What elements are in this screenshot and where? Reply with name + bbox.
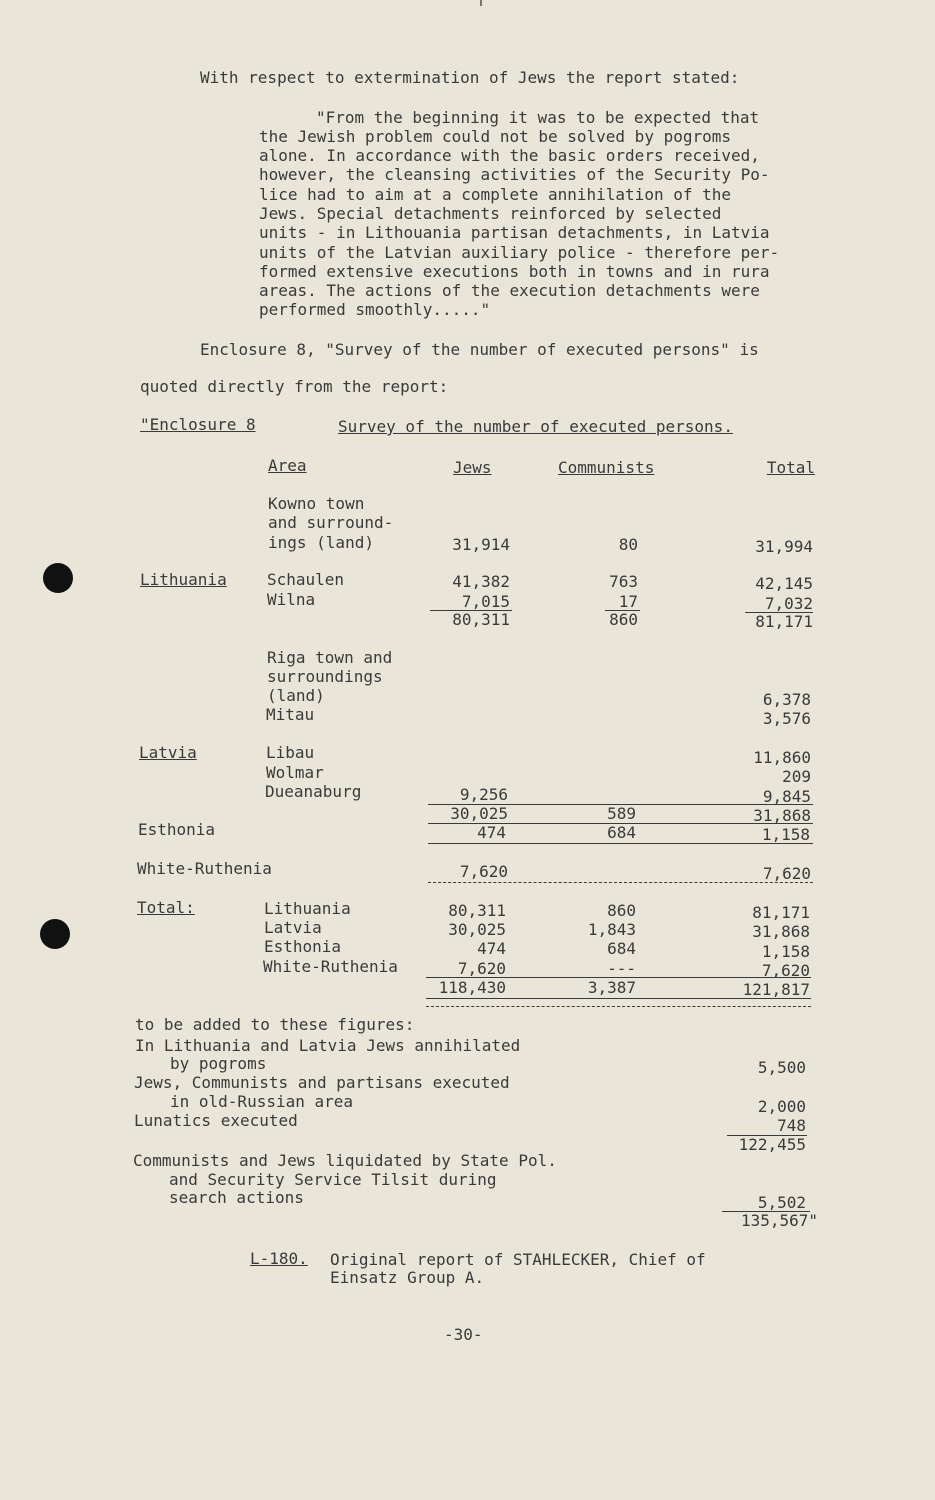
additions-value: 5,500 — [757, 1058, 806, 1077]
cell-total: 7,620 — [762, 864, 811, 883]
cell-communists: 763 — [609, 572, 638, 591]
additions-line: search actions — [169, 1188, 304, 1207]
area-name: Riga town and — [267, 648, 393, 667]
cell-total: 31,868 — [752, 922, 810, 941]
totals-row-name: Lithuania — [264, 899, 351, 918]
additions-line: by pogroms — [170, 1054, 267, 1073]
additions-value: 748 — [777, 1116, 806, 1135]
page-number: -30- — [444, 1325, 483, 1344]
additions-value: 2,000 — [757, 1097, 806, 1116]
cell-total: 7,620 — [761, 961, 810, 980]
additions-line: and Security Service Tilsit during — [169, 1170, 497, 1189]
additions-line: Communists and Jews liquidated by State Pol. — [133, 1151, 557, 1170]
enclosure-intro-line: quoted directly from the report: — [140, 377, 449, 396]
quote-line: Jews. Special detachments reinforced by selected — [259, 204, 722, 223]
cell-communists-subtotal: 589 — [607, 804, 636, 823]
cell-total: 11,860 — [753, 748, 811, 767]
quote-line: formed extensive executions both in towns and in rura — [259, 262, 770, 281]
quote-line: performed smoothly....." — [259, 300, 491, 319]
totals-label: Total: — [137, 898, 195, 917]
cell-jews: 7,620 — [457, 959, 506, 978]
area-name: Wilna — [267, 590, 316, 609]
cell-jews: 30,025 — [448, 920, 506, 939]
table-title: Survey of the number of executed persons. — [338, 417, 733, 436]
cell-total: 9,845 — [762, 787, 811, 806]
grand-total-communists: 3,387 — [587, 978, 636, 997]
cell-total-subtotal: 31,868 — [753, 806, 811, 825]
cell-total: 7,032 — [764, 594, 813, 613]
additions-value: 5,502 — [757, 1193, 806, 1212]
cell-total: 42,145 — [755, 574, 813, 593]
cell-jews: 41,382 — [452, 572, 510, 591]
country-label: White-Ruthenia — [137, 859, 272, 878]
additions-line: Jews, Communists and partisans executed — [134, 1073, 510, 1092]
header-area: Area — [268, 456, 307, 475]
final-total: 135,567" — [740, 1211, 818, 1230]
cell-communists: 1,843 — [587, 920, 636, 939]
grand-total-total: 121,817 — [742, 980, 810, 999]
cell-jews: 31,914 — [452, 535, 510, 554]
area-name: surroundings — [267, 667, 383, 686]
quote-line: lice had to aim at a complete annihilation of the — [259, 185, 732, 204]
punch-hole-lower — [40, 919, 70, 949]
grand-total-jews: 118,430 — [438, 978, 506, 997]
cell-total: 3,576 — [762, 709, 811, 728]
punch-hole-upper — [43, 563, 73, 593]
totals-row-name: White-Ruthenia — [263, 957, 398, 976]
cell-communists: 860 — [607, 901, 636, 920]
header-communists: Communists — [558, 458, 655, 477]
citation-line: Original report of STAHLECKER, Chief of — [330, 1250, 706, 1269]
header-jews: Jews — [453, 458, 492, 477]
cell-total: 209 — [782, 767, 811, 786]
cell-total: 81,171 — [752, 903, 810, 922]
cell-communists-subtotal: 860 — [609, 610, 638, 629]
cell-total: 1,158 — [761, 825, 810, 844]
area-name: Kowno town — [268, 494, 365, 513]
header-total: Total — [766, 458, 815, 477]
quote-line: the Jewish problem could not be solved by pogroms — [259, 127, 732, 146]
citation-line: Einsatz Group A. — [330, 1268, 485, 1287]
quote-line: areas. The actions of the execution detachments were — [259, 281, 760, 300]
intro-text: With respect to extermination of Jews the report stated: — [200, 68, 740, 87]
quote-line: "From the beginning it was to be expected that — [316, 108, 760, 127]
cell-communists: 684 — [607, 823, 636, 842]
country-label: Lithuania — [140, 570, 227, 589]
cell-jews: 9,256 — [459, 785, 508, 804]
area-name: (land) — [267, 686, 325, 705]
quote-line: units - in Lithouania partisan detachments, in Latvia — [259, 223, 770, 242]
cell-jews-subtotal: 30,025 — [450, 804, 508, 823]
citation-ref: L-180. — [250, 1249, 308, 1268]
cell-jews: 80,311 — [448, 901, 506, 920]
sum-rule — [426, 998, 811, 999]
area-name: and surround- — [268, 513, 394, 532]
cell-total: 6,378 — [762, 690, 811, 709]
additions-line: In Lithuania and Latvia Jews annihilated — [135, 1036, 521, 1055]
cell-communists: 684 — [607, 939, 636, 958]
quote-line: alone. In accordance with the basic orders received, — [259, 146, 760, 165]
quote-line: units of the Latvian auxiliary police - therefore per- — [259, 243, 780, 262]
top-edge-mark — [480, 0, 482, 6]
additions-line: Lunatics executed — [134, 1111, 298, 1130]
cell-jews: 474 — [477, 939, 506, 958]
area-name: Dueanaburg — [265, 782, 362, 801]
additions-intro: to be added to these figures: — [135, 1015, 415, 1034]
country-label: Esthonia — [138, 820, 216, 839]
cell-total-subtotal: 81,171 — [755, 612, 813, 631]
cell-jews: 474 — [477, 823, 506, 842]
cell-total: 31,994 — [755, 537, 813, 556]
totals-row-name: Latvia — [264, 918, 322, 937]
sum-rule — [428, 882, 813, 883]
cell-total: 1,158 — [761, 942, 810, 961]
area-name: Libau — [266, 743, 315, 762]
area-name: Mitau — [266, 705, 315, 724]
country-label: Latvia — [139, 743, 197, 762]
area-name: ings (land) — [268, 533, 374, 552]
cell-jews-subtotal: 80,311 — [452, 610, 510, 629]
enclosure-intro-line: Enclosure 8, "Survey of the number of executed persons" is — [200, 340, 759, 359]
additions-line: in old-Russian area — [170, 1092, 354, 1111]
cell-communists: 80 — [618, 535, 638, 554]
quote-line: however, the cleansing activities of the Security Po- — [259, 165, 770, 184]
enclosure-label: "Enclosure 8 — [140, 415, 256, 434]
cell-jews: 7,620 — [459, 862, 508, 881]
cell-communists: 17 — [618, 592, 638, 611]
totals-row-name: Esthonia — [264, 937, 342, 956]
additions-subtotal: 122,455 — [738, 1135, 806, 1154]
area-name: Schaulen — [267, 570, 345, 589]
cell-jews: 7,015 — [461, 592, 510, 611]
cell-communists: --- — [607, 959, 636, 978]
sum-rule — [426, 1006, 811, 1007]
area-name: Wolmar — [266, 763, 324, 782]
sum-rule — [428, 843, 813, 844]
